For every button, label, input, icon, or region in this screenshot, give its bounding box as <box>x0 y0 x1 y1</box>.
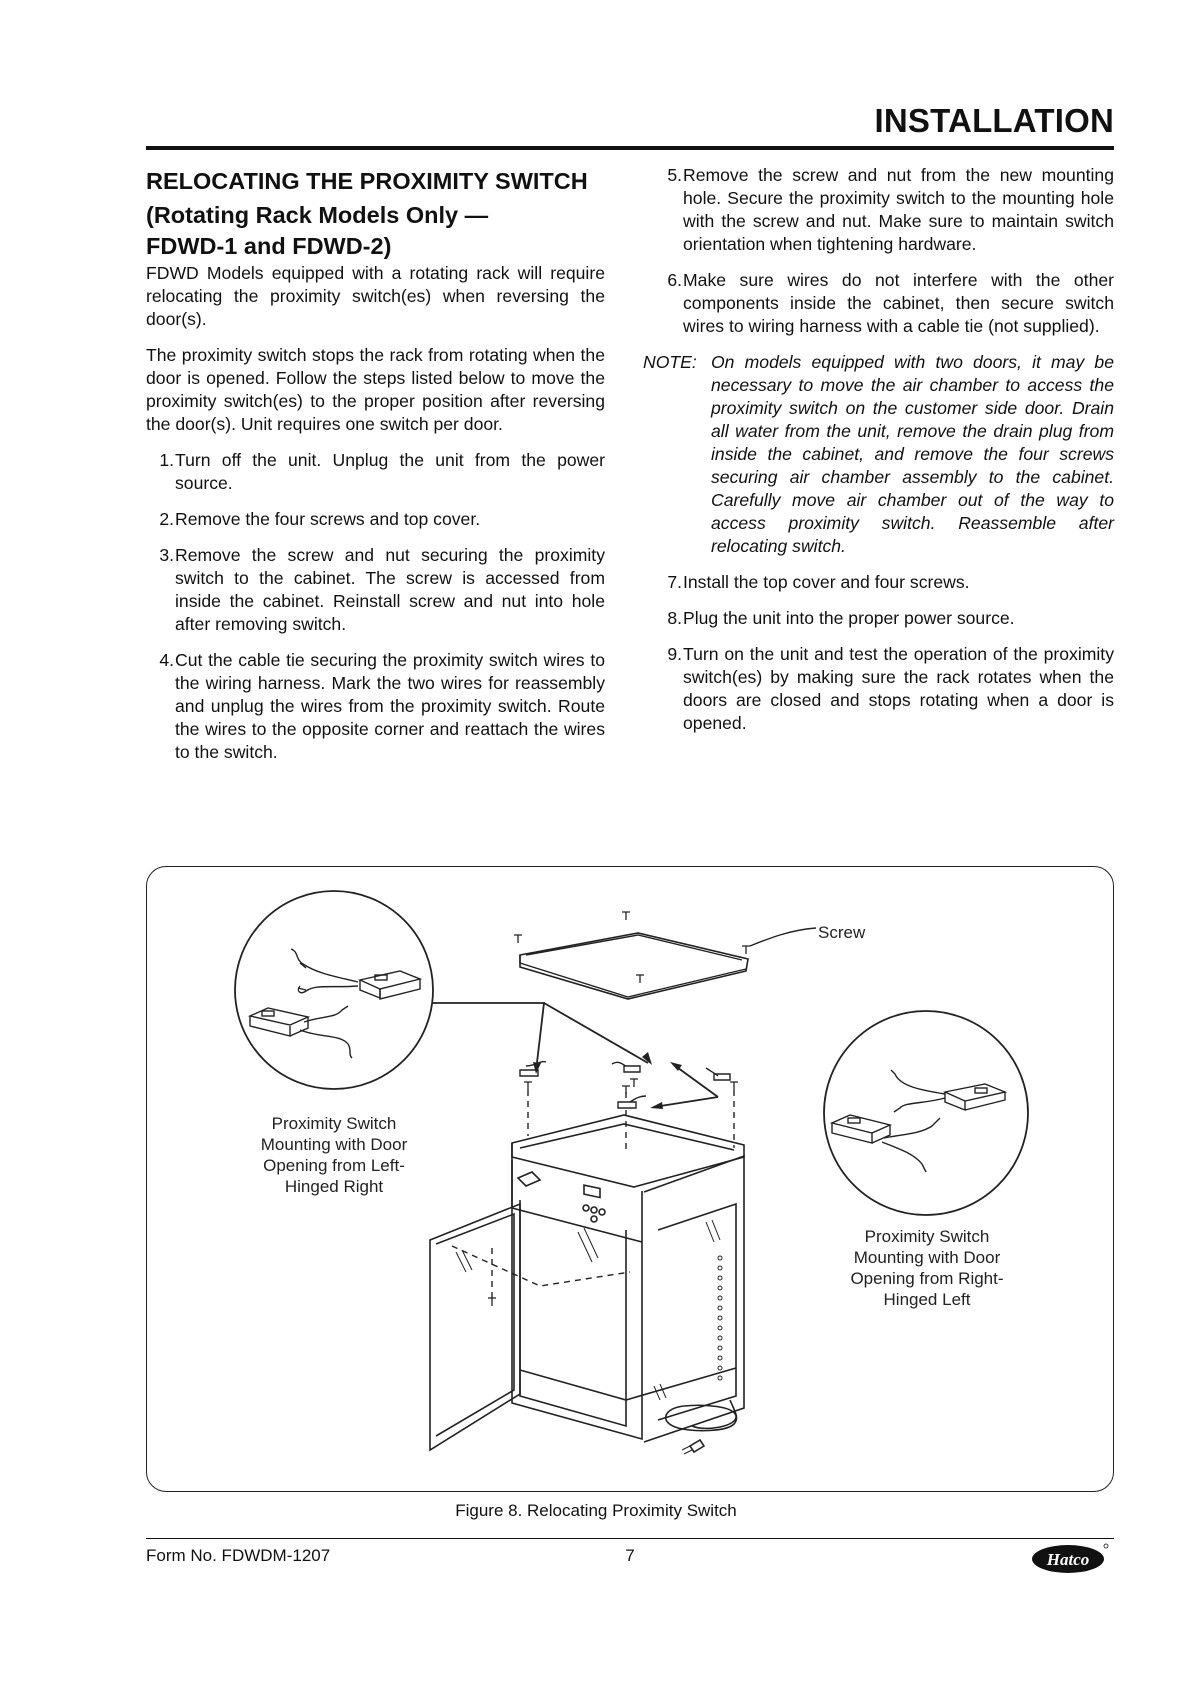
right-callout-line: Proximity Switch <box>864 1227 990 1246</box>
note-text: On models equipped with two doors, it may be necessary to move the air chamber to access the proximity switch on the customer side door. Drain all water from the unit, remove the drain plug from inside the cabinet, and remove the four screws securing air chamber assembly to the cabinet. Carefully move air chamber out of the way to access proximity switch. Reassemble after relocating switch. <box>711 352 1114 556</box>
step-text: Turn off the unit. Unplug the unit from the power source. <box>175 450 605 493</box>
page-section-title: INSTALLATION <box>874 102 1114 139</box>
left-callout-line: Proximity Switch <box>271 1114 397 1133</box>
intro-paragraph: FDWD Models equipped with a rotating rack will require relocating the proximity switch(es) when reversing the door(s). <box>146 263 605 329</box>
arrow-heads <box>533 1052 682 1109</box>
form-number: Form No. FDWDM-1207 <box>146 1546 331 1565</box>
left-callout-line: Mounting with Door <box>260 1135 408 1154</box>
description-paragraph: The proximity switch stops the rack from rotating when the door is opened. Follow the steps listed below to move the proximity switch(es) to the proper position after reversing the door(s). Unit requires one switch per door. <box>146 345 605 434</box>
page-number: 7 <box>625 1546 635 1565</box>
step-text: Plug the unit into the proper power source. <box>683 608 1015 628</box>
mounted-switches <box>520 1062 730 1108</box>
footer-rule <box>146 1538 1114 1539</box>
step-number: 2. <box>159 509 174 529</box>
step-number: 9. <box>667 644 682 664</box>
step-text: Cut the cable tie securing the proximity switch wires to the wiring harness. Mark the two wires for reassembly and unplug the wires from the proximity switch. Route the wires to the opposite corner and reattach the wires to the switch. <box>175 650 605 762</box>
right-callout-line: Opening from Right- <box>850 1269 1004 1288</box>
cabinet <box>430 1115 744 1454</box>
step-number: 7. <box>667 572 682 592</box>
note-label: NOTE: <box>643 352 697 372</box>
section-heading-line2: (Rotating Rack Models Only — <box>146 202 489 228</box>
screw-leader-line <box>750 928 816 946</box>
step-number: 3. <box>159 545 174 565</box>
leader-arrows <box>432 1003 718 1107</box>
step-text: Remove the screw and nut securing the proximity switch to the cabinet. The screw is accessed from inside the cabinet. Reinstall screw and nut into hole after removing switch. <box>175 545 605 634</box>
step-text: Remove the screw and nut from the new mounting hole. Secure the proximity switch to the mounting hole with the screw and nut. Make sure to maintain switch orientation when tightening hardware. <box>683 165 1114 254</box>
step-number: 8. <box>667 608 682 628</box>
step-text: Make sure wires do not interfere with the other components inside the cabinet, then secure switch wires to wiring harness with a cable tie (not supplied). <box>683 270 1114 336</box>
step-text: Install the top cover and four screws. <box>683 572 970 592</box>
logo-text: Hatco <box>1046 1550 1090 1569</box>
section-heading-line1: RELOCATING THE PROXIMITY SWITCH <box>146 168 588 194</box>
section-heading-line3: FDWD-1 and FDWD-2) <box>146 233 392 259</box>
left-switch-callout <box>234 1113 434 1197</box>
right-callout-line: Mounting with Door <box>853 1248 1001 1267</box>
step-text: Remove the four screws and top cover. <box>175 509 481 529</box>
right-detail-circle <box>824 1011 1028 1215</box>
left-detail-circle <box>235 891 433 1089</box>
screw-label: Screw <box>818 923 866 942</box>
screw-callout <box>818 922 865 943</box>
step-number: 6. <box>667 270 682 290</box>
dashed-guides <box>452 1090 734 1300</box>
step-number: 5. <box>667 165 682 185</box>
hatco-logo <box>1030 1542 1110 1576</box>
screws <box>488 912 750 1306</box>
step-number: 4. <box>159 650 174 670</box>
step-number: 1. <box>159 450 174 470</box>
right-switch-callout <box>827 1226 1027 1310</box>
left-callout-line: Opening from Left- <box>263 1156 405 1175</box>
right-callout-line: Hinged Left <box>883 1290 971 1309</box>
left-callout-line: Hinged Right <box>284 1177 384 1196</box>
figure-caption: Figure 8. Relocating Proximity Switch <box>455 1501 737 1520</box>
top-cover <box>520 933 748 999</box>
step-text: Turn on the unit and test the operation of the proximity switch(es) by making sure the rack rotates when the doors are closed and stops rotating when a door is opened. <box>683 644 1114 733</box>
